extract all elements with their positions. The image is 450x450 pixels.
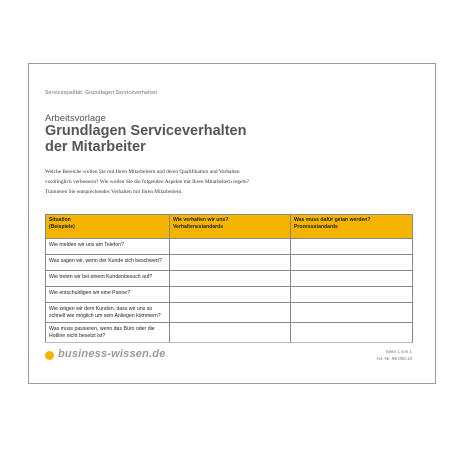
header-process: Was muss dafür getan werden? Prozessstandards — [291, 215, 413, 239]
process-cell[interactable] — [291, 287, 413, 303]
behavior-cell[interactable] — [170, 255, 291, 271]
header-behavior: Wie verhalten wir uns? Verhaltensstandards — [170, 215, 291, 239]
behavior-cell[interactable] — [170, 303, 291, 323]
intro-paragraph: Welche Bereiche wollen Sie mit Ihren Mitarbeitern und deren Qualifikation und Verhalten vordringlich verbessern? Wie wollen Sie die folgenden Aspekte mit Ihren Mitarbeitern regeln? Trainieren Sie entsprechendes Verhalten mit Ihren Mitarbeitern. — [45, 169, 250, 196]
behavior-cell[interactable] — [170, 239, 291, 255]
situation-cell: Was sagen wir, wenn der Kunde sich beschwert? — [46, 255, 170, 271]
table-row — [46, 255, 413, 271]
process-cell[interactable] — [291, 255, 413, 271]
logo-dot-icon — [45, 351, 54, 360]
header-situation: Situation (Beispiele) — [46, 215, 170, 239]
table-row — [46, 323, 413, 343]
behavior-cell[interactable] — [170, 271, 291, 287]
title-line-1: Grundlagen Serviceverhalten — [45, 123, 247, 139]
table-row — [46, 271, 413, 287]
footer-divider — [45, 342, 412, 343]
process-cell[interactable] — [291, 271, 413, 287]
situation-cell: Wie zeigen wir dem Kunden, dass wir uns so schnell wie möglich um sein Anliegen kümmern? — [46, 303, 170, 323]
situation-cell: Was muss passieren, wenn das Büro oder die Hotline nicht besetzt ist? — [46, 323, 170, 343]
worksheet-table — [45, 214, 413, 343]
page-number: Seite 1 von 1 — [385, 349, 412, 354]
behavior-cell[interactable] — [170, 323, 291, 343]
breadcrumb: Servicequalität: Grundlagen Serviceverhalten — [45, 90, 158, 96]
behavior-cell[interactable] — [170, 287, 291, 303]
situation-cell: Wie treten wir bei einem Kundenbesuch auf? — [46, 271, 170, 287]
table-row — [46, 239, 413, 255]
table-header-row — [46, 215, 413, 239]
table-row — [46, 303, 413, 323]
title-line-2: der Mitarbeiter — [45, 139, 146, 155]
document-kicker: Arbeitsvorlage — [45, 113, 106, 124]
process-cell[interactable] — [291, 303, 413, 323]
article-number: Art.-Nr. 99 006.10 — [376, 356, 412, 361]
page-title — [45, 123, 246, 155]
table-row — [46, 287, 413, 303]
process-cell[interactable] — [291, 239, 413, 255]
brand-logo: business-wissen.de — [58, 348, 166, 360]
situation-cell: Wie entschuldigen wir eine Panne? — [46, 287, 170, 303]
process-cell[interactable] — [291, 323, 413, 343]
situation-cell: Wie melden wir uns am Telefon? — [46, 239, 170, 255]
